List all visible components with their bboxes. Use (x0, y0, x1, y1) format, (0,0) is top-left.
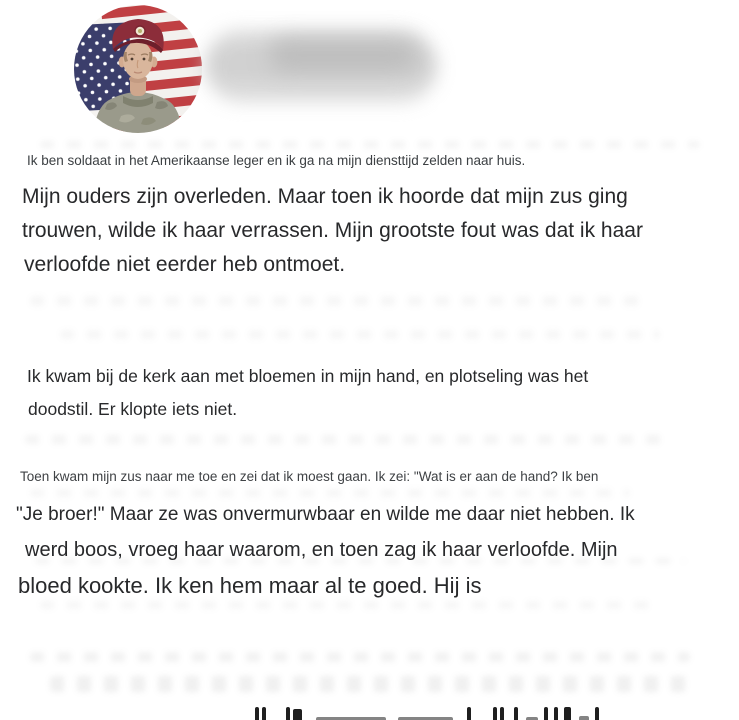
story-line: verloofde niet eerder heb ontmoet. (24, 253, 346, 276)
profile-avatar[interactable] (73, 4, 203, 134)
cutoff-bold-text-line (255, 706, 599, 720)
story-line: "Je broer!" Maar ze was onvermurwbaar en wilde me daar niet hebben. Ik (16, 504, 635, 525)
letter-top-fragment (262, 707, 266, 720)
ghost-text-artifact (25, 435, 665, 444)
ghost-text-artifact (30, 296, 650, 306)
letter-top-fragment (493, 707, 497, 720)
story-line: werd boos, vroeg haar waarom, en toen zag ik haar verloofde. Mijn (25, 539, 618, 561)
story-line: Toen kwam mijn zus naar me toe en zei dat ik moest gaan. Ik zei: "Wat is er aan de hand? Ik ben (20, 469, 599, 484)
letter-top-fragment (514, 707, 518, 720)
ghost-text-artifact (30, 489, 630, 497)
letter-top-fragment (564, 707, 571, 720)
ghost-text-artifact (40, 141, 700, 148)
letter-top-fragment (293, 709, 302, 720)
story-line: bloed kookte. Ik ken hem maar al te goed. Hij is (18, 573, 482, 598)
letter-top-fragment (579, 716, 589, 720)
ghost-text-artifact (30, 652, 690, 662)
letter-top-fragment (467, 707, 471, 720)
ghost-text-artifact (50, 676, 690, 692)
soldier-flag-avatar-image (73, 4, 203, 134)
letter-top-fragment (255, 707, 259, 720)
story-line: doodstil. Er klopte iets niet. (28, 399, 238, 419)
story-line: Ik ben soldaat in het Amerikaanse leger en ik ga na mijn diensttijd zelden naar huis. (27, 153, 526, 168)
letter-top-fragment (554, 707, 558, 720)
redacted-profile-name-blur-core (268, 38, 418, 72)
story-line: Mijn ouders zijn overleden. Maar toen ik hoorde dat mijn zus ging (22, 185, 628, 208)
ghost-text-artifact (60, 330, 660, 339)
letter-top-fragment (500, 707, 504, 720)
story-line: Ik kwam bij de kerk aan met bloemen in mijn hand, en plotseling was het (27, 366, 589, 386)
ghost-text-artifact (40, 601, 660, 609)
letter-top-fragment (595, 707, 599, 720)
story-line: trouwen, wilde ik haar verrassen. Mijn grootste fout was dat ik haar (22, 219, 643, 242)
letter-top-fragment (544, 707, 548, 720)
letter-top-fragment (286, 707, 290, 720)
